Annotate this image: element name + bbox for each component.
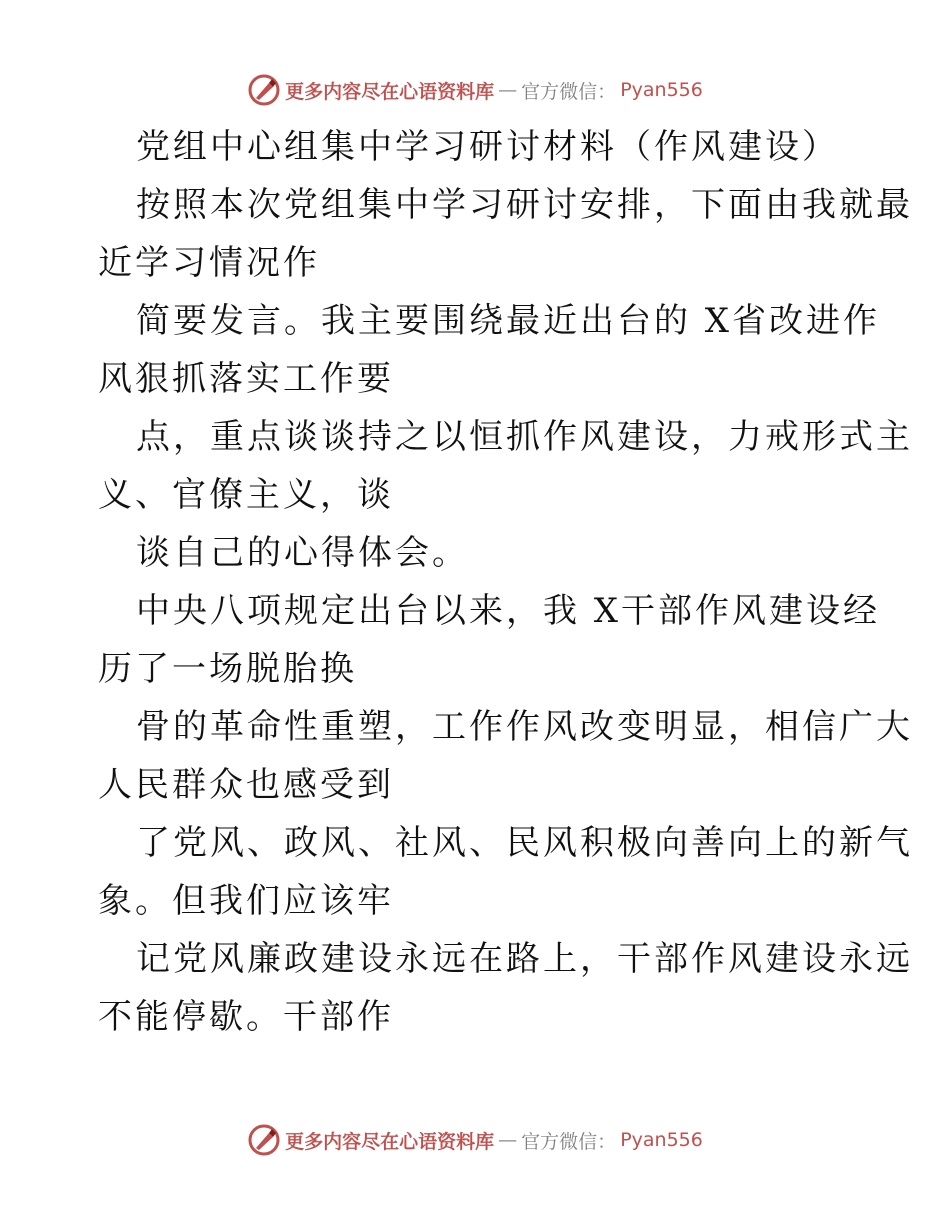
text-line: 风狠抓落实工作要 <box>98 359 394 399</box>
footer-separator: — <box>498 1129 518 1151</box>
text-line: 了党风、政风、社风、民风积极向善向上的新气 <box>136 823 913 863</box>
document-body <box>98 118 913 1046</box>
text-line: 义、官僚主义，谈 <box>98 475 394 515</box>
pen-logo-icon <box>247 1123 281 1157</box>
footer-watermark <box>0 1120 950 1160</box>
header-watermark-content <box>247 73 703 107</box>
header-separator: — <box>498 79 518 101</box>
text-line: 骨的革命性重塑，工作作风改变明显，相信广大 <box>136 707 913 747</box>
header-wechat-id: Pyan556 <box>620 79 703 101</box>
text-line: 象。但我们应该牢 <box>98 881 394 921</box>
text-line: 不能停歇。干部作 <box>98 997 394 1037</box>
header-wechat-label: 官方微信： <box>521 80 617 103</box>
pen-logo-icon <box>247 73 281 107</box>
footer-site-text: 更多内容尽在心语资料库 <box>285 1130 495 1153</box>
footer-watermark-content <box>247 1123 703 1157</box>
text-line: 人民群众也感受到 <box>98 765 394 805</box>
header-watermark <box>0 70 950 110</box>
text-line: 近学习情况作 <box>98 243 320 283</box>
text-line: 谈自己的心得体会。 <box>136 533 469 573</box>
text-line: 简要发言。我主要围绕最近出台的 X省改进作 <box>136 301 881 341</box>
text-line: 记党风廉政建设永远在路上，干部作风建设永远 <box>136 939 913 979</box>
footer-wechat-id: Pyan556 <box>620 1129 703 1151</box>
text-line: 历了一场脱胎换 <box>98 649 357 689</box>
document-title: 党组中心组集中学习研讨材料（作风建设） <box>136 127 839 167</box>
header-site-text: 更多内容尽在心语资料库 <box>285 80 495 103</box>
text-line: 点，重点谈谈持之以恒抓作风建设，力戒形式主 <box>136 417 913 457</box>
text-line: 中央八项规定出台以来，我 X干部作风建设经 <box>136 591 881 631</box>
text-line: 按照本次党组集中学习研讨安排，下面由我就最 <box>136 185 913 225</box>
footer-wechat-label: 官方微信： <box>521 1130 617 1153</box>
